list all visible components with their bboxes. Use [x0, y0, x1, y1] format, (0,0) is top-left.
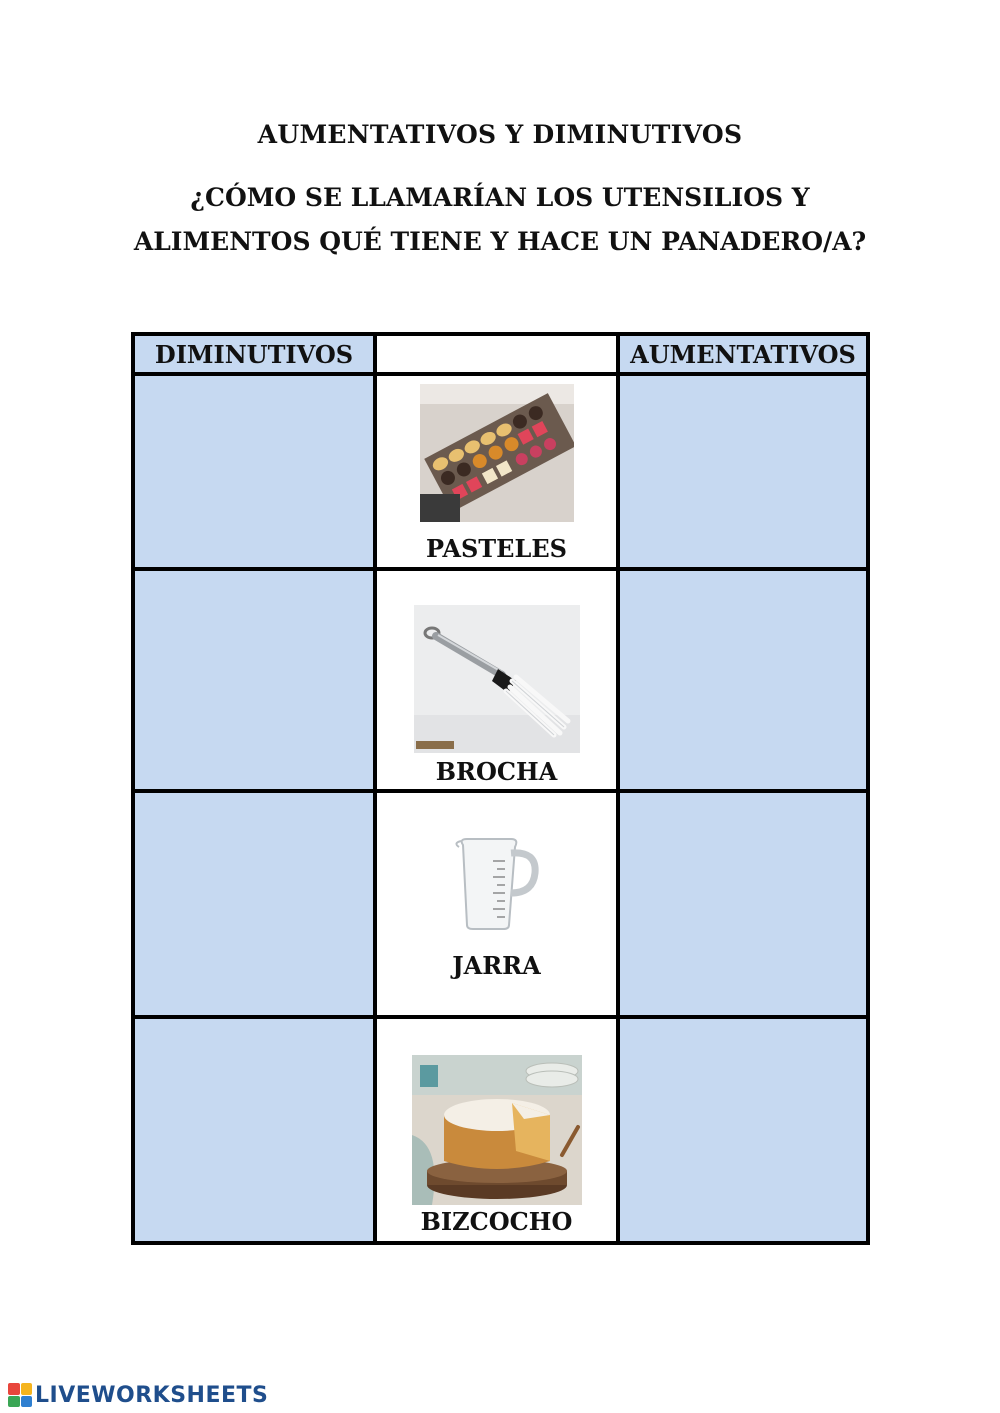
augmentative-answer-cell[interactable]	[618, 374, 868, 569]
question-text	[0, 176, 1000, 264]
table-row	[133, 374, 868, 569]
diminutive-answer-cell[interactable]	[133, 374, 375, 569]
question-line-1: ¿CÓMO SE LLAMARÍAN LOS UTENSILIOS Y	[190, 183, 810, 212]
table-row	[133, 791, 868, 1017]
header-diminutivos: DIMINUTIVOS	[133, 334, 375, 374]
table-row	[133, 1017, 868, 1243]
header-aumentativos: AUMENTATIVOS	[618, 334, 868, 374]
augmentative-answer-cell[interactable]	[618, 1017, 868, 1243]
word-label: PASTELES	[426, 534, 567, 563]
word-cell	[375, 569, 618, 791]
word-label: BROCHA	[435, 757, 558, 786]
word-cell	[375, 1017, 618, 1243]
liveworksheets-logo-icon	[8, 1383, 32, 1407]
diminutive-answer-cell[interactable]	[133, 569, 375, 791]
worksheet-table	[131, 332, 870, 1245]
footer-brand	[8, 1380, 268, 1410]
measuring-jug-photo-icon	[449, 833, 545, 933]
pastry-brush-photo-icon	[414, 605, 580, 753]
word-label: JARRA	[452, 951, 541, 980]
sponge-cake-photo-icon	[412, 1055, 582, 1205]
word-label: BIZCOCHO	[420, 1207, 573, 1236]
diminutive-answer-cell[interactable]	[133, 1017, 375, 1243]
pastries-photo-icon	[420, 384, 574, 522]
table-row	[133, 569, 868, 791]
header-row	[133, 334, 868, 374]
brand-name: LIVEWORKSHEETS	[35, 1382, 269, 1408]
augmentative-answer-cell[interactable]	[618, 569, 868, 791]
word-cell	[375, 791, 618, 1017]
word-cell	[375, 374, 618, 569]
page-title: AUMENTATIVOS Y DIMINUTIVOS	[257, 120, 743, 149]
diminutive-answer-cell[interactable]	[133, 791, 375, 1017]
augmentative-answer-cell[interactable]	[618, 791, 868, 1017]
question-line-2: ALIMENTOS QUÉ TIENE Y HACE UN PANADERO/A?	[133, 227, 867, 256]
header-middle	[375, 334, 618, 374]
